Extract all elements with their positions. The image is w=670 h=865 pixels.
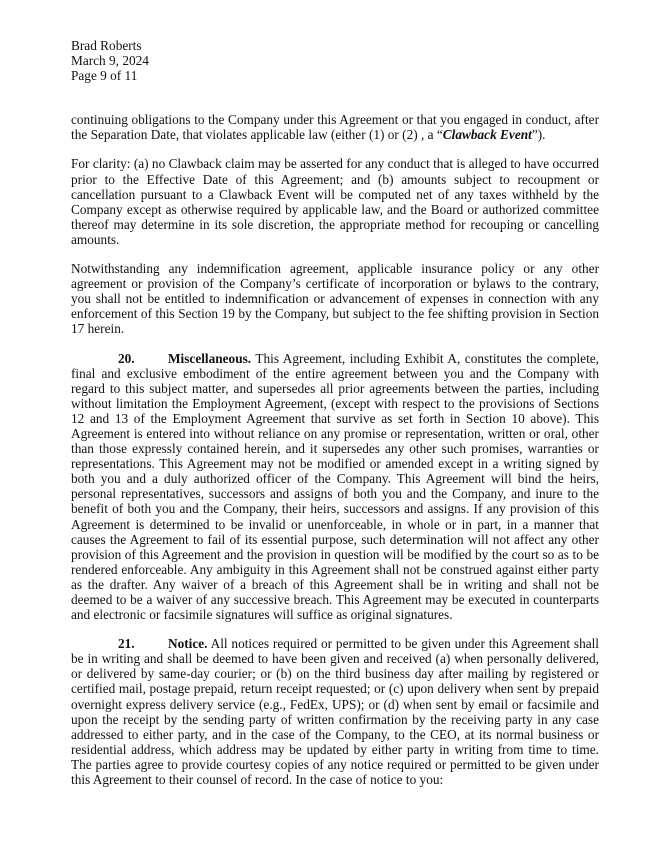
page-header [71,38,599,83]
paragraph-for-clarity: For clarity: (a) no Clawback claim may be asserted for any conduct that is alleged to have occurred prior to the Effective Date of this Agreement; and (b) amounts subject to recoupment or cancellation pursuant to a Clawback Event will be computed net of any taxes withheld by the Company except as otherwise required by applicable law, and the Board or authorized committee thereof may determine in its sole discretion, the appropriate method for recouping or cancelling amounts. [71,156,599,247]
section-number: 20. [118,350,135,366]
paragraph-notwithstanding: Notwithstanding any indemnification agreement, applicable insurance policy or any other agreement or provision of the Company’s certificate of incorporation or bylaws to the contrary, you shall not be entitled to indemnification or advancement of expenses in connection with any enforcement of this Section 19 by the Company, but subject to the fee shifting provision in Section 17 herein. [71,261,599,337]
page-number: Page 9 of 11 [71,68,138,84]
recipient-name: Brad Roberts [71,38,142,53]
paragraph-text: continuing obligations to the Company under this Agreement or that you engaged in conduct, after the Separation Date, that violates applicable law (either (1) or (2) , a “ [71,112,599,143]
section-title: Miscellaneous. [168,350,252,366]
section-text: All notices required or permitted to be given under this Agreement shall be in writing and shall be deemed to have been given and received (a) when personally delivered, or delivered by same-day courier; or (b) on the third business day after mailing by registered or certified mail, postage prepaid, return receipt requested; or (c) upon delivery when sent by prepaid overnight express delivery service (e.g., FedEx, UPS); or (d) when sent by email or facsimile and upon the receipt by the sending party of written confirmation by the receiving party in any case addressed to either party, and in the case of the Company, to the CEO, at its normal business or residential address, which address may be updated by either party in writing from time to time. The parties agree to provide courtesy copies of any notice required or permitted to be given under this Agreement to their counsel of record. In the case of notice to you: [71,636,600,788]
letter-date: March 9, 2024 [71,53,149,69]
section-title: Notice. [168,636,208,652]
paragraph-clawback-definition [71,112,599,142]
section-number: 21. [118,636,135,652]
section-20-miscellaneous [71,351,599,623]
paragraph-text: ”). [531,127,546,143]
section-21-notice [71,636,599,787]
document-page [71,38,599,801]
defined-term: Clawback Event [442,127,532,143]
section-text: This Agreement, including Exhibit A, constitutes the complete, final and exclusive embodiment of the entire agreement between you and the Company with regard to this subject matter, and supersedes all prior agreements between the parties, including without limitation the Employment Agreement, (except with respect to the provisions of Sections 12 and 13 of the Employment Agreement that survive as set forth in Section 10 above). This Agreement is entered into without reliance on any promise or representation, written or oral, other than those expressly contained herein, and it supersedes any other such promises, warranties or representations. This Agreement may not be modified or amended except in a writing signed by both you and a duly authorized officer of the Company. This Agreement will bind the heirs, personal representatives, successors and assigns of both you and the Company, and inure to the benefit of both you and the Company, their heirs, successors and assigns. If any provision of this Agreement is determined to be invalid or unenforceable, in whole or in part, in a manner that causes the Agreement to fail of its essential purpose, such determination will not affect any other provision of this Agreement and the provision in question will be modified by the court so as to be rendered enforceable. Any ambiguity in this Agreement shall not be construed against either party as the drafter. Any waiver of a breach of this Agreement shall be in writing and shall not be deemed to be a waiver of any successive breach. This Agreement may be executed in counterparts and electronic or facsimile signatures will suffice as original signatures. [71,350,599,623]
